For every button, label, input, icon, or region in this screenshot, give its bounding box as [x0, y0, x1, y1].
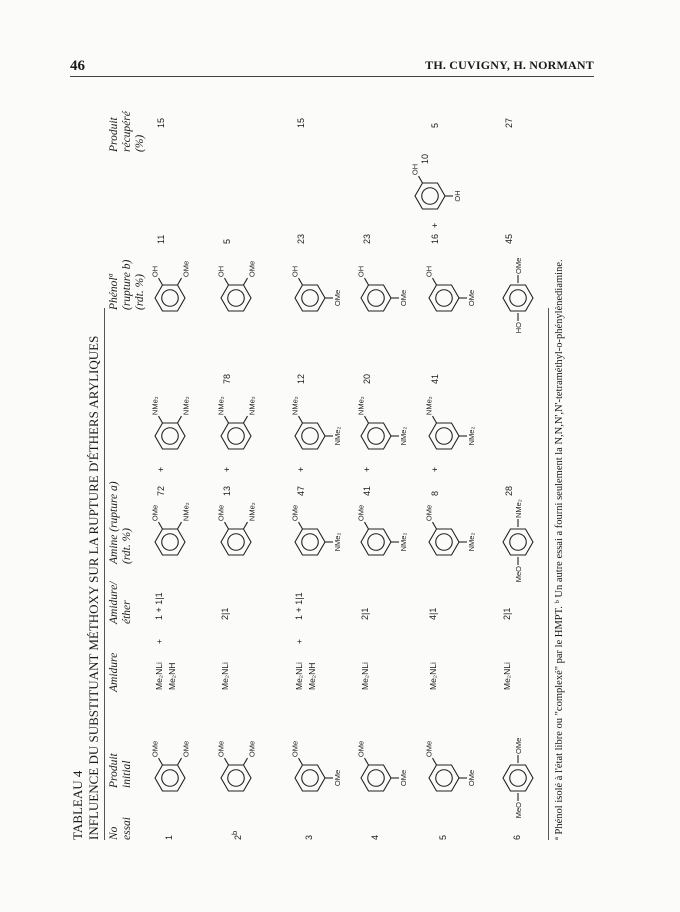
- header-phenol: [108, 260, 147, 310]
- table-title: INFLUENCE DU SUBSTITUANT MÉTHOXY SUR LA RUPTURE D'ÉTHERS ARYLIQUES: [86, 335, 101, 840]
- amidure-reagent: Me₂NLi: [220, 662, 230, 690]
- amine-structure: [210, 494, 266, 564]
- header-phenol-line1: Phénolª: [108, 274, 120, 310]
- amine-structure-substituent-2: NMe₂: [247, 502, 257, 522]
- phenol-structure: [350, 250, 406, 320]
- table-label: TABLEAU 4: [70, 770, 85, 840]
- amine-structure-substituent-1: OMe: [290, 504, 300, 522]
- amidure-ratio: 2|1: [502, 607, 512, 620]
- product-initial-structure: [210, 730, 266, 800]
- product-initial-structure-substituent-2: OMe: [247, 740, 257, 758]
- phenol-yield: 16: [430, 233, 440, 244]
- diamine-structure-substituent-1: NMe₂: [356, 396, 366, 416]
- rotated-table: [70, 80, 590, 840]
- amidure-ratio: 1 + 1|1: [294, 592, 304, 620]
- product-initial-structure-substituent-1: OMe: [356, 740, 366, 758]
- amidure-plus: +: [154, 639, 164, 644]
- amidure-reagent: Me₂NLi: [502, 662, 512, 690]
- phenol-structure-substituent-2: OMe: [399, 289, 408, 307]
- amine-plus: +: [362, 466, 372, 472]
- diamine-structure-substituent-2: NMe₂: [467, 426, 476, 446]
- amidure-reagent: Me₂NLi: [360, 662, 370, 690]
- amine-structure-substituent-1: OMe: [150, 504, 160, 522]
- header-phenol-line3: (rdt. %): [134, 274, 146, 310]
- amine-plus: +: [296, 466, 306, 472]
- phenol-structure-substituent-2: OMe: [247, 260, 257, 278]
- resorcinol-structure-substituent-1: OH: [410, 163, 420, 176]
- diamine-yield: 41: [430, 373, 440, 384]
- essai-number: 5: [438, 834, 448, 840]
- diamine-yield: 20: [362, 373, 372, 384]
- phenol-structure: [144, 250, 200, 320]
- product-initial-structure-substituent-2: OMe: [333, 769, 342, 787]
- amine-structure-substituent-2: NMe₂: [333, 532, 342, 552]
- header-produit: [108, 753, 134, 788]
- product-initial-structure-substituent-2: OMe: [399, 769, 408, 787]
- header-ratio-line1: Amidure/: [108, 581, 120, 624]
- amidure-plus: +: [294, 639, 304, 644]
- amine-structure-substituent-2: NMe₂: [467, 532, 476, 552]
- amine-yield: 28: [504, 485, 514, 496]
- header-no: [108, 817, 134, 840]
- amine-plus: +: [156, 466, 166, 472]
- product-initial-structure-substituent-2: OMe: [467, 769, 476, 787]
- amine-structure: [144, 494, 200, 564]
- resorcinol-structure-substituent-2: OH: [453, 190, 462, 202]
- header-recup-line2: récupéré: [121, 111, 133, 152]
- header-no-line1: No: [108, 826, 120, 840]
- phenol-structure-substituent-1: HO: [514, 322, 523, 334]
- amidure-ratio: 2|1: [360, 607, 370, 620]
- header-amidure: [108, 653, 121, 692]
- amidure-reagent: Me₂NH: [167, 662, 177, 690]
- phenol-plus: +: [430, 222, 440, 228]
- amidure-reagent: Me₂NLi: [428, 662, 438, 690]
- diamine-structure-substituent-2: NMe₂: [399, 426, 408, 446]
- diamine-structure: [418, 388, 474, 458]
- phenol-structure-substituent-2: OMe: [333, 289, 342, 307]
- phenol-yield: 11: [156, 234, 166, 244]
- amine-structure: [492, 494, 548, 583]
- amine-yield: 41: [362, 485, 372, 496]
- product-initial-structure-substituent-1: OMe: [216, 740, 226, 758]
- amidure-reagent: Me₂NLi: [294, 662, 304, 690]
- phenol2-yield: 10: [420, 153, 430, 164]
- product-initial-structure-substituent-2: OMe: [514, 737, 523, 754]
- table-top-rule: [104, 308, 105, 840]
- product-initial-structure-substituent-1: MeO: [514, 802, 523, 819]
- diamine-structure-substituent-1: NMe₂: [424, 396, 434, 416]
- essai-footnote-mark: b: [230, 830, 239, 835]
- phenol-structure-substituent-1: OH: [150, 265, 160, 278]
- amidure-reagent: Me₂NH: [307, 662, 317, 690]
- amine-structure-substituent-2: NMe₂: [399, 532, 408, 552]
- diamine-structure-substituent-1: NMe₂: [290, 396, 300, 416]
- amine-yield: 47: [296, 485, 306, 496]
- header-ratio-line2: éther: [121, 600, 133, 624]
- amine-structure-substituent-2: NMe₂: [181, 502, 191, 522]
- diamine-yield: 78: [222, 373, 232, 384]
- essai-number: 2$^b$: [230, 830, 243, 840]
- diamine-structure: [284, 388, 340, 458]
- product-initial-structure-substituent-2: OMe: [181, 740, 191, 758]
- diamine-structure: [210, 388, 266, 458]
- resorcinol-structure: [404, 148, 460, 218]
- amine-structure: [350, 494, 406, 564]
- diamine-structure-substituent-2: NMe₂: [181, 396, 191, 416]
- product-initial-structure-substituent-1: OMe: [150, 740, 160, 758]
- amine-structure-substituent-1: OMe: [216, 504, 226, 522]
- amine-plus: +: [222, 466, 232, 472]
- amine-yield: 8: [430, 490, 440, 496]
- diamine-structure-substituent-2: NMe₂: [247, 396, 257, 416]
- amine-plus: +: [430, 466, 440, 472]
- footnote: ª Phénol isolé à l'état libre ou "complexé" par le HMPT. ᵇ Un autre essai a fourni seulement la N,N,N',N'-tetraméthyl-o-phénylènediamine.: [554, 259, 565, 840]
- product-initial-structure-substituent-1: OMe: [424, 740, 434, 758]
- phenol-structure-substituent-2: OMe: [514, 257, 523, 274]
- phenol-structure: [210, 250, 266, 320]
- amine-structure: [418, 494, 474, 564]
- amidure-ratio: 2|1: [220, 607, 230, 620]
- header-amine-line1: Amine (rupture a): [108, 481, 120, 564]
- product-initial-structure: [350, 730, 406, 800]
- running-head: TH. CUVIGNY, H. NORMANT: [425, 58, 594, 72]
- amine-structure-substituent-2: NMe₂: [514, 499, 523, 518]
- header-recup-line3: (%): [134, 134, 146, 152]
- phenol-structure: [418, 250, 474, 320]
- phenol-yield: 23: [296, 233, 306, 244]
- amine-structure-substituent-1: OMe: [356, 504, 366, 522]
- product-initial-structure: [144, 730, 200, 800]
- header-amine: [108, 481, 134, 564]
- header-phenol-line2: (rupture b): [121, 259, 133, 310]
- phenol-structure-substituent-2: OMe: [181, 260, 191, 278]
- phenol-structure-substituent-1: OH: [216, 265, 226, 278]
- product-initial-structure: [284, 730, 340, 800]
- recovered-percent: 27: [504, 117, 514, 128]
- recovered-percent: 5: [430, 122, 440, 128]
- amidure-ratio: 1 + 1|1: [154, 592, 164, 620]
- diamine-yield: 12: [296, 373, 306, 384]
- amine-structure-substituent-1: OMe: [424, 504, 434, 522]
- header-rule: [70, 76, 594, 77]
- product-initial-structure: [418, 730, 474, 800]
- header-produit-line1: Produit: [108, 753, 120, 788]
- phenol-structure-substituent-1: OH: [290, 265, 300, 278]
- amine-structure-substituent-1: MeO: [514, 566, 523, 583]
- page-number: 46: [70, 58, 85, 74]
- header-recup: [108, 111, 147, 152]
- table-bottom-rule: [548, 308, 549, 840]
- product-initial-structure: [492, 730, 548, 819]
- header-ratio: [108, 582, 134, 624]
- essai-number: 6: [512, 834, 522, 840]
- header-produit-line2: initial: [121, 760, 133, 788]
- essai-number: 4: [370, 834, 380, 840]
- phenol-yield: 5: [222, 238, 232, 244]
- phenol-yield: 45: [504, 233, 514, 244]
- essai-number: 3: [304, 834, 314, 840]
- amine-structure: [284, 494, 340, 564]
- phenol-structure: [492, 250, 548, 334]
- phenol-structure: [284, 250, 340, 320]
- essai-number: 1: [164, 834, 174, 840]
- amidure-reagent: Me₂NLi: [154, 662, 164, 690]
- recovered-percent: 15: [156, 117, 166, 128]
- header-recup-line1: Produit: [108, 117, 120, 152]
- header-amine-line2: (rdt. %): [121, 528, 133, 564]
- diamine-structure-substituent-1: NMe₂: [150, 396, 160, 416]
- phenol-yield: 23: [362, 233, 372, 244]
- header-amidure-line1: Amidure: [108, 652, 120, 692]
- amine-yield: 13: [222, 485, 232, 496]
- amine-yield: 72: [156, 485, 166, 496]
- product-initial-structure-substituent-1: OMe: [290, 740, 300, 758]
- diamine-structure-substituent-1: NMe₂: [216, 396, 226, 416]
- diamine-structure: [350, 388, 406, 458]
- amidure-ratio: 4|1: [428, 607, 438, 620]
- header-no-line2: essai: [121, 817, 133, 840]
- phenol-structure-substituent-2: OMe: [467, 289, 476, 307]
- recovered-percent: 15: [296, 117, 306, 128]
- diamine-structure: [144, 388, 200, 458]
- phenol-structure-substituent-1: OH: [356, 265, 366, 278]
- phenol-structure-substituent-1: OH: [424, 265, 434, 278]
- diamine-structure-substituent-2: NMe₂: [333, 426, 342, 446]
